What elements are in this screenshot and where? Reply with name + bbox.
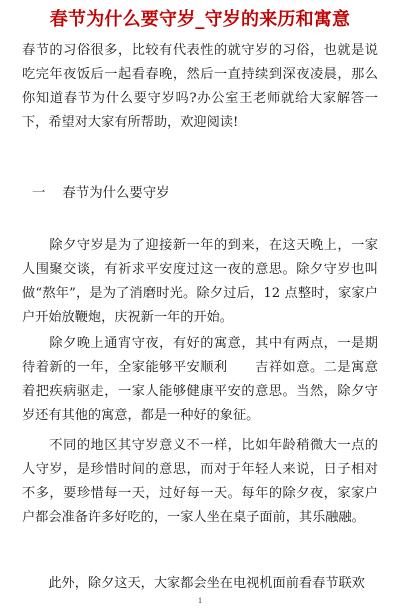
body-paragraph-1: 除夕守岁是为了迎接新一年的到来，在这天晚上，一家人围聚交谈，有祈求平安度过这一夜的意思。除夕守岁也叫做“熬年”，是为了消磨时光。除夕过后，12 点整时，家家户户开始放鞭炮，庆祝新一年的开始。 — [22, 238, 378, 325]
body-paragraph-2: 除夕晚上通宵守夜，有好的寓意，其中有两点，一是期待着新的一年，全家能够平安顺利 吉祥如意。二是寓意着把疾病驱走，一家人能够健康平安的意思。当然，除夕守岁还有其他的寓意，都是一种好的象征。 — [22, 336, 378, 423]
section-heading: 一 春节为什么要守岁 — [32, 186, 170, 201]
body-paragraph-3: 不同的地区其守岁意义不一样，比如年龄稍微大一点的人守岁，是珍惜时间的意思，而对于年轻人来说，日子相对不多，要珍惜每一天，过好每一天。每年的除夕夜，家家户户都会准备许多好吃的，一家人坐在桌子面前，其乐融融。 — [22, 438, 378, 525]
page-number: 1 — [198, 596, 202, 605]
document-title: 春节为什么要守岁_守岁的来历和寓意 — [49, 9, 351, 30]
body-paragraph-4: 此外，除夕这天，大家都会坐在电视机面前看春节联欢 — [22, 576, 365, 591]
intro-paragraph: 春节的习俗很多，比较有代表性的就守岁的习俗，也就是说吃完年夜饭后一起看春晚，然后一直持续到深夜凌晨，那么你知道春节为什么要守岁吗?办公室王老师就给大家解答一下，希望对大家有所帮助，欢迎阅读! — [22, 43, 378, 130]
